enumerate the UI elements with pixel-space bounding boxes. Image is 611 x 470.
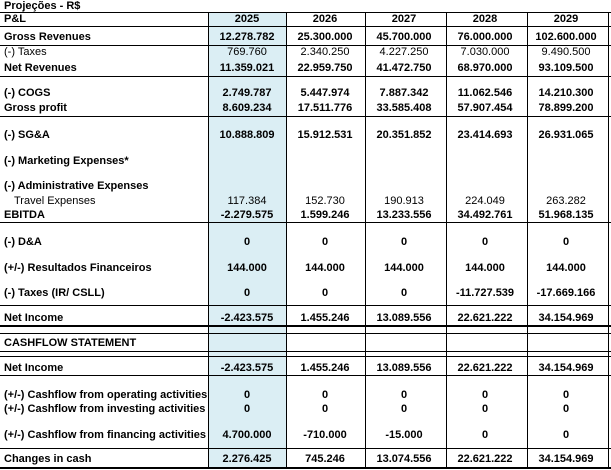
value-cell: 190.913 [384, 195, 424, 207]
row-label: Net Income [4, 362, 64, 374]
table-row [0, 87, 611, 99]
value-cell: 34.154.969 [538, 362, 594, 374]
row-label: Gross profit [4, 102, 67, 114]
table-row [0, 102, 611, 114]
value-cell: 22.621.222 [457, 362, 513, 374]
table-row [0, 209, 611, 221]
value-cell: 34.154.969 [538, 312, 594, 324]
table-row [0, 389, 611, 401]
row-label: (-) Marketing Expenses* [4, 155, 129, 167]
year-header: 2029 [553, 13, 579, 25]
grid-line [0, 325, 611, 327]
value-cell: 8.609.234 [222, 102, 272, 114]
value-cell: 0 [562, 389, 570, 401]
value-cell: 1.599.246 [300, 209, 350, 221]
table-row [0, 129, 611, 141]
table-row [0, 195, 611, 207]
value-cell: 1.455.246 [300, 362, 350, 374]
grid-line [0, 26, 611, 27]
value-cell: 15.912.531 [297, 129, 353, 141]
value-cell: 51.968.135 [538, 209, 594, 221]
value-cell: 0 [321, 389, 329, 401]
value-cell: 745.246 [305, 453, 345, 465]
row-label: Gross Revenues [4, 31, 91, 43]
value-cell: 769.760 [227, 46, 267, 58]
value-cell: 0 [562, 429, 570, 441]
value-cell: -15.000 [385, 429, 423, 441]
row-label: (-) Taxes [4, 46, 47, 58]
row-label: (-) Taxes (IR/ CSLL) [4, 287, 105, 299]
value-cell: 144.000 [546, 262, 586, 274]
row-label: Net Revenues [4, 62, 77, 74]
value-cell: 45.700.000 [376, 31, 432, 43]
value-cell: -17.669.166 [536, 287, 596, 299]
table-row [0, 287, 611, 299]
row-label: Net Income [4, 312, 64, 324]
value-cell: 41.472.750 [376, 62, 432, 74]
grid-line [527, 12, 528, 468]
header-row [0, 13, 611, 25]
grid-line [0, 116, 611, 117]
value-cell: 0 [481, 389, 489, 401]
value-cell: 0 [243, 287, 251, 299]
row-label: (-) SG&A [4, 129, 50, 141]
value-cell: -710.000 [303, 429, 347, 441]
grid-line [0, 12, 611, 13]
value-cell: 2.749.787 [222, 87, 272, 99]
value-cell: 0 [481, 429, 489, 441]
grid-line [0, 45, 611, 46]
value-cell: 25.300.000 [297, 31, 353, 43]
value-cell: 152.730 [305, 195, 345, 207]
table-row [0, 429, 611, 441]
value-cell: 13.074.556 [376, 453, 432, 465]
grid-line [0, 448, 611, 449]
value-cell: 76.000.000 [457, 31, 513, 43]
table-row [0, 155, 611, 167]
value-cell: 14.210.300 [538, 87, 594, 99]
value-cell: 4.700.000 [222, 429, 272, 441]
value-cell: -2.423.575 [220, 312, 274, 324]
value-cell: 1.455.246 [300, 312, 350, 324]
value-cell: 57.907.454 [457, 102, 513, 114]
grid-line [0, 375, 611, 376]
row-label: CASHFLOW STATEMENT [4, 337, 137, 349]
value-cell: 34.492.761 [457, 209, 513, 221]
grid-line [0, 351, 611, 352]
value-cell: 0 [481, 403, 489, 415]
year-header: 2026 [312, 13, 338, 25]
value-cell: 22.621.222 [457, 453, 513, 465]
table-row [0, 337, 611, 349]
value-cell: 17.511.776 [297, 102, 353, 114]
row-label: (+/-) Cashflow from financing activities [4, 429, 207, 441]
value-cell: 224.049 [465, 195, 505, 207]
section-pl-label: P&L [4, 13, 26, 25]
grid-line [286, 12, 287, 468]
value-cell: 0 [400, 389, 408, 401]
value-cell: 23.414.693 [457, 129, 513, 141]
value-cell: 0 [400, 403, 408, 415]
sheet-title: Projeções - R$ [4, 0, 81, 12]
value-cell: 7.030.000 [460, 46, 510, 58]
value-cell: 263.282 [546, 195, 586, 207]
value-cell: 0 [243, 403, 251, 415]
value-cell: 13.233.556 [376, 209, 432, 221]
value-cell: 13.089.556 [376, 312, 432, 324]
value-cell: -2.279.575 [220, 209, 274, 221]
value-cell: 144.000 [384, 262, 424, 274]
year-header: 2027 [391, 13, 417, 25]
value-cell: 0 [243, 236, 251, 248]
row-label: (+/-) Resultados Financeiros [4, 262, 152, 274]
row-label: Changes in cash [4, 453, 92, 465]
value-cell: 13.089.556 [376, 362, 432, 374]
value-cell: 0 [400, 236, 408, 248]
value-cell: 0 [321, 236, 329, 248]
value-cell: 34.154.969 [538, 453, 594, 465]
value-cell: 0 [562, 403, 570, 415]
value-cell: 33.585.408 [376, 102, 432, 114]
value-cell: 144.000 [227, 262, 267, 274]
row-label: Travel Expenses [14, 195, 96, 207]
grid-line [608, 12, 609, 468]
table-row [0, 403, 611, 415]
value-cell: 2.276.425 [222, 453, 272, 465]
value-cell: 22.959.750 [297, 62, 353, 74]
table-row [0, 236, 611, 248]
row-label: (-) Administrative Expenses [4, 180, 149, 192]
grid-line [0, 76, 611, 77]
value-cell: 117.384 [227, 195, 267, 207]
grid-line [446, 12, 447, 468]
table-row [0, 312, 611, 324]
value-cell: 2.340.250 [300, 46, 350, 58]
grid-line [365, 12, 366, 468]
value-cell: 0 [321, 403, 329, 415]
table-row [0, 262, 611, 274]
value-cell: 11.359.021 [219, 62, 275, 74]
value-cell: 22.621.222 [457, 312, 513, 324]
row-label: (-) COGS [4, 87, 51, 99]
value-cell: -11.727.539 [455, 287, 515, 299]
value-cell: 102.600.000 [535, 31, 597, 43]
grid-line [0, 305, 611, 306]
value-cell: 144.000 [465, 262, 505, 274]
value-cell: 0 [243, 389, 251, 401]
row-label: EBITDA [4, 209, 45, 221]
year-header: 2028 [472, 13, 498, 25]
value-cell: 68.970.000 [457, 62, 513, 74]
value-cell: 5.447.974 [300, 87, 350, 99]
value-cell: 0 [481, 236, 489, 248]
value-cell: 144.000 [305, 262, 345, 274]
row-label: (+/-) Cashflow from investing activities [4, 403, 206, 415]
value-cell: 20.351.852 [376, 129, 432, 141]
value-cell: -2.423.575 [220, 362, 274, 374]
year-header: 2025 [234, 13, 260, 25]
value-cell: 0 [321, 287, 329, 299]
value-cell: 78.899.200 [538, 102, 594, 114]
grid-line [208, 12, 209, 468]
table-row [0, 180, 611, 192]
grid-line [0, 333, 611, 334]
grid-line [0, 222, 611, 223]
table-row [0, 62, 611, 74]
grid-line [0, 467, 611, 469]
value-cell: 10.888.809 [219, 129, 275, 141]
table-row [0, 362, 611, 374]
value-cell: 9.490.500 [541, 46, 591, 58]
value-cell: 26.931.065 [538, 129, 594, 141]
value-cell: 93.109.500 [538, 62, 594, 74]
value-cell: 0 [400, 287, 408, 299]
grid-line [0, 356, 611, 357]
row-label: (+/-) Cashflow from operating activities [4, 389, 208, 401]
table-row [0, 46, 611, 58]
value-cell: 12.278.782 [219, 31, 275, 43]
value-cell: 4.227.250 [379, 46, 429, 58]
value-cell: 7.887.342 [379, 87, 429, 99]
table-row [0, 31, 611, 43]
row-label: (-) D&A [4, 236, 42, 248]
value-cell: 11.062.546 [457, 87, 513, 99]
table-row [0, 453, 611, 465]
value-cell: 0 [562, 236, 570, 248]
